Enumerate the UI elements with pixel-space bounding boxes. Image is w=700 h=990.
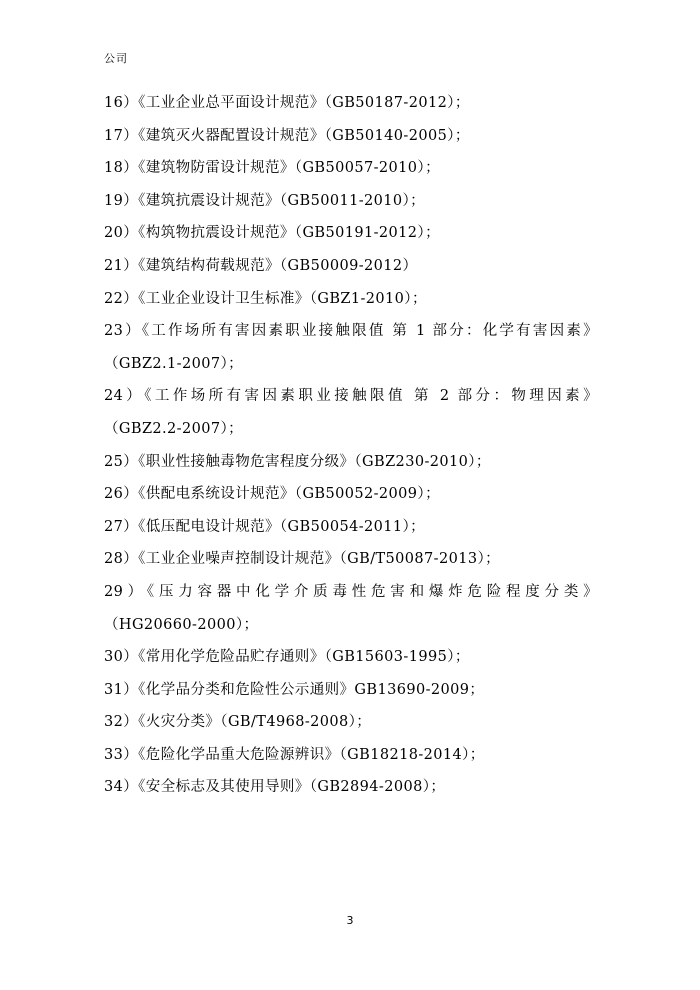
list-item: 33）《危险化学品重大危险源辨识》（GB18218-2014）； bbox=[104, 746, 485, 763]
list-item: 26）《供配电系统设计规范》（GB50052-2009）； bbox=[104, 486, 440, 503]
list-item: 17）《建筑灭火器配置设计规范》（GB50140-2005）； bbox=[104, 127, 470, 144]
page-header: 公司 bbox=[104, 52, 128, 65]
list-item: 20）《构筑物抗震设计规范》（GB50191-2012）； bbox=[104, 225, 440, 242]
list-item: 29）《压力容器中化学介质毒性危害和爆炸危险程度分类》 （HG20660-2000）； bbox=[104, 576, 598, 641]
list-item-continuation: （GBZ2.2-2007）； bbox=[104, 420, 244, 437]
list-item: 22）《工业企业设计卫生标准》（GBZ1-2010）； bbox=[104, 290, 427, 307]
page-number: 3 bbox=[346, 914, 354, 927]
list-item: 28）《工业企业噪声控制设计规范》（GB/T50087-2013）； bbox=[104, 551, 501, 568]
list-item-continuation: （HG20660-2000）； bbox=[104, 616, 259, 633]
list-item: 27）《低压配电设计规范》（GB50054-2011）； bbox=[104, 518, 426, 535]
list-item-continuation: （GBZ2.1-2007）； bbox=[104, 355, 244, 372]
list-item: 21）《建筑结构荷载规范》（GB50009-2012） bbox=[104, 257, 418, 274]
list-item: 25）《职业性接触毒物危害程度分级》（GBZ230-2010）； bbox=[104, 453, 491, 470]
list-item: 19）《建筑抗震设计规范》（GB50011-2010）； bbox=[104, 192, 426, 209]
list-item: 16）《工业企业总平面设计规范》（GB50187-2012）； bbox=[104, 95, 470, 111]
list-item: 31）《化学品分类和危险性公示通则》GB13690-2009； bbox=[104, 681, 485, 698]
list-item: 32）《火灾分类》（GB/T4968-2008）； bbox=[104, 714, 372, 731]
list-item: 34）《安全标志及其使用导则》（GB2894-2008）； bbox=[104, 779, 446, 796]
standards-list bbox=[104, 87, 598, 804]
list-item: 24）《工作场所有害因素职业接触限值 第 2 部分：物理因素》 （GBZ2.2-2007）； bbox=[104, 380, 598, 445]
list-item: 23）《工作场所有害因素职业接触限值 第 1 部分：化学有害因素》 （GBZ2.1-2007）； bbox=[104, 315, 598, 380]
list-item: 30）《常用化学危险品贮存通则》（GB15603-1995）； bbox=[104, 649, 470, 666]
list-item: 18）《建筑物防雷设计规范》（GB50057-2010）； bbox=[104, 160, 440, 177]
